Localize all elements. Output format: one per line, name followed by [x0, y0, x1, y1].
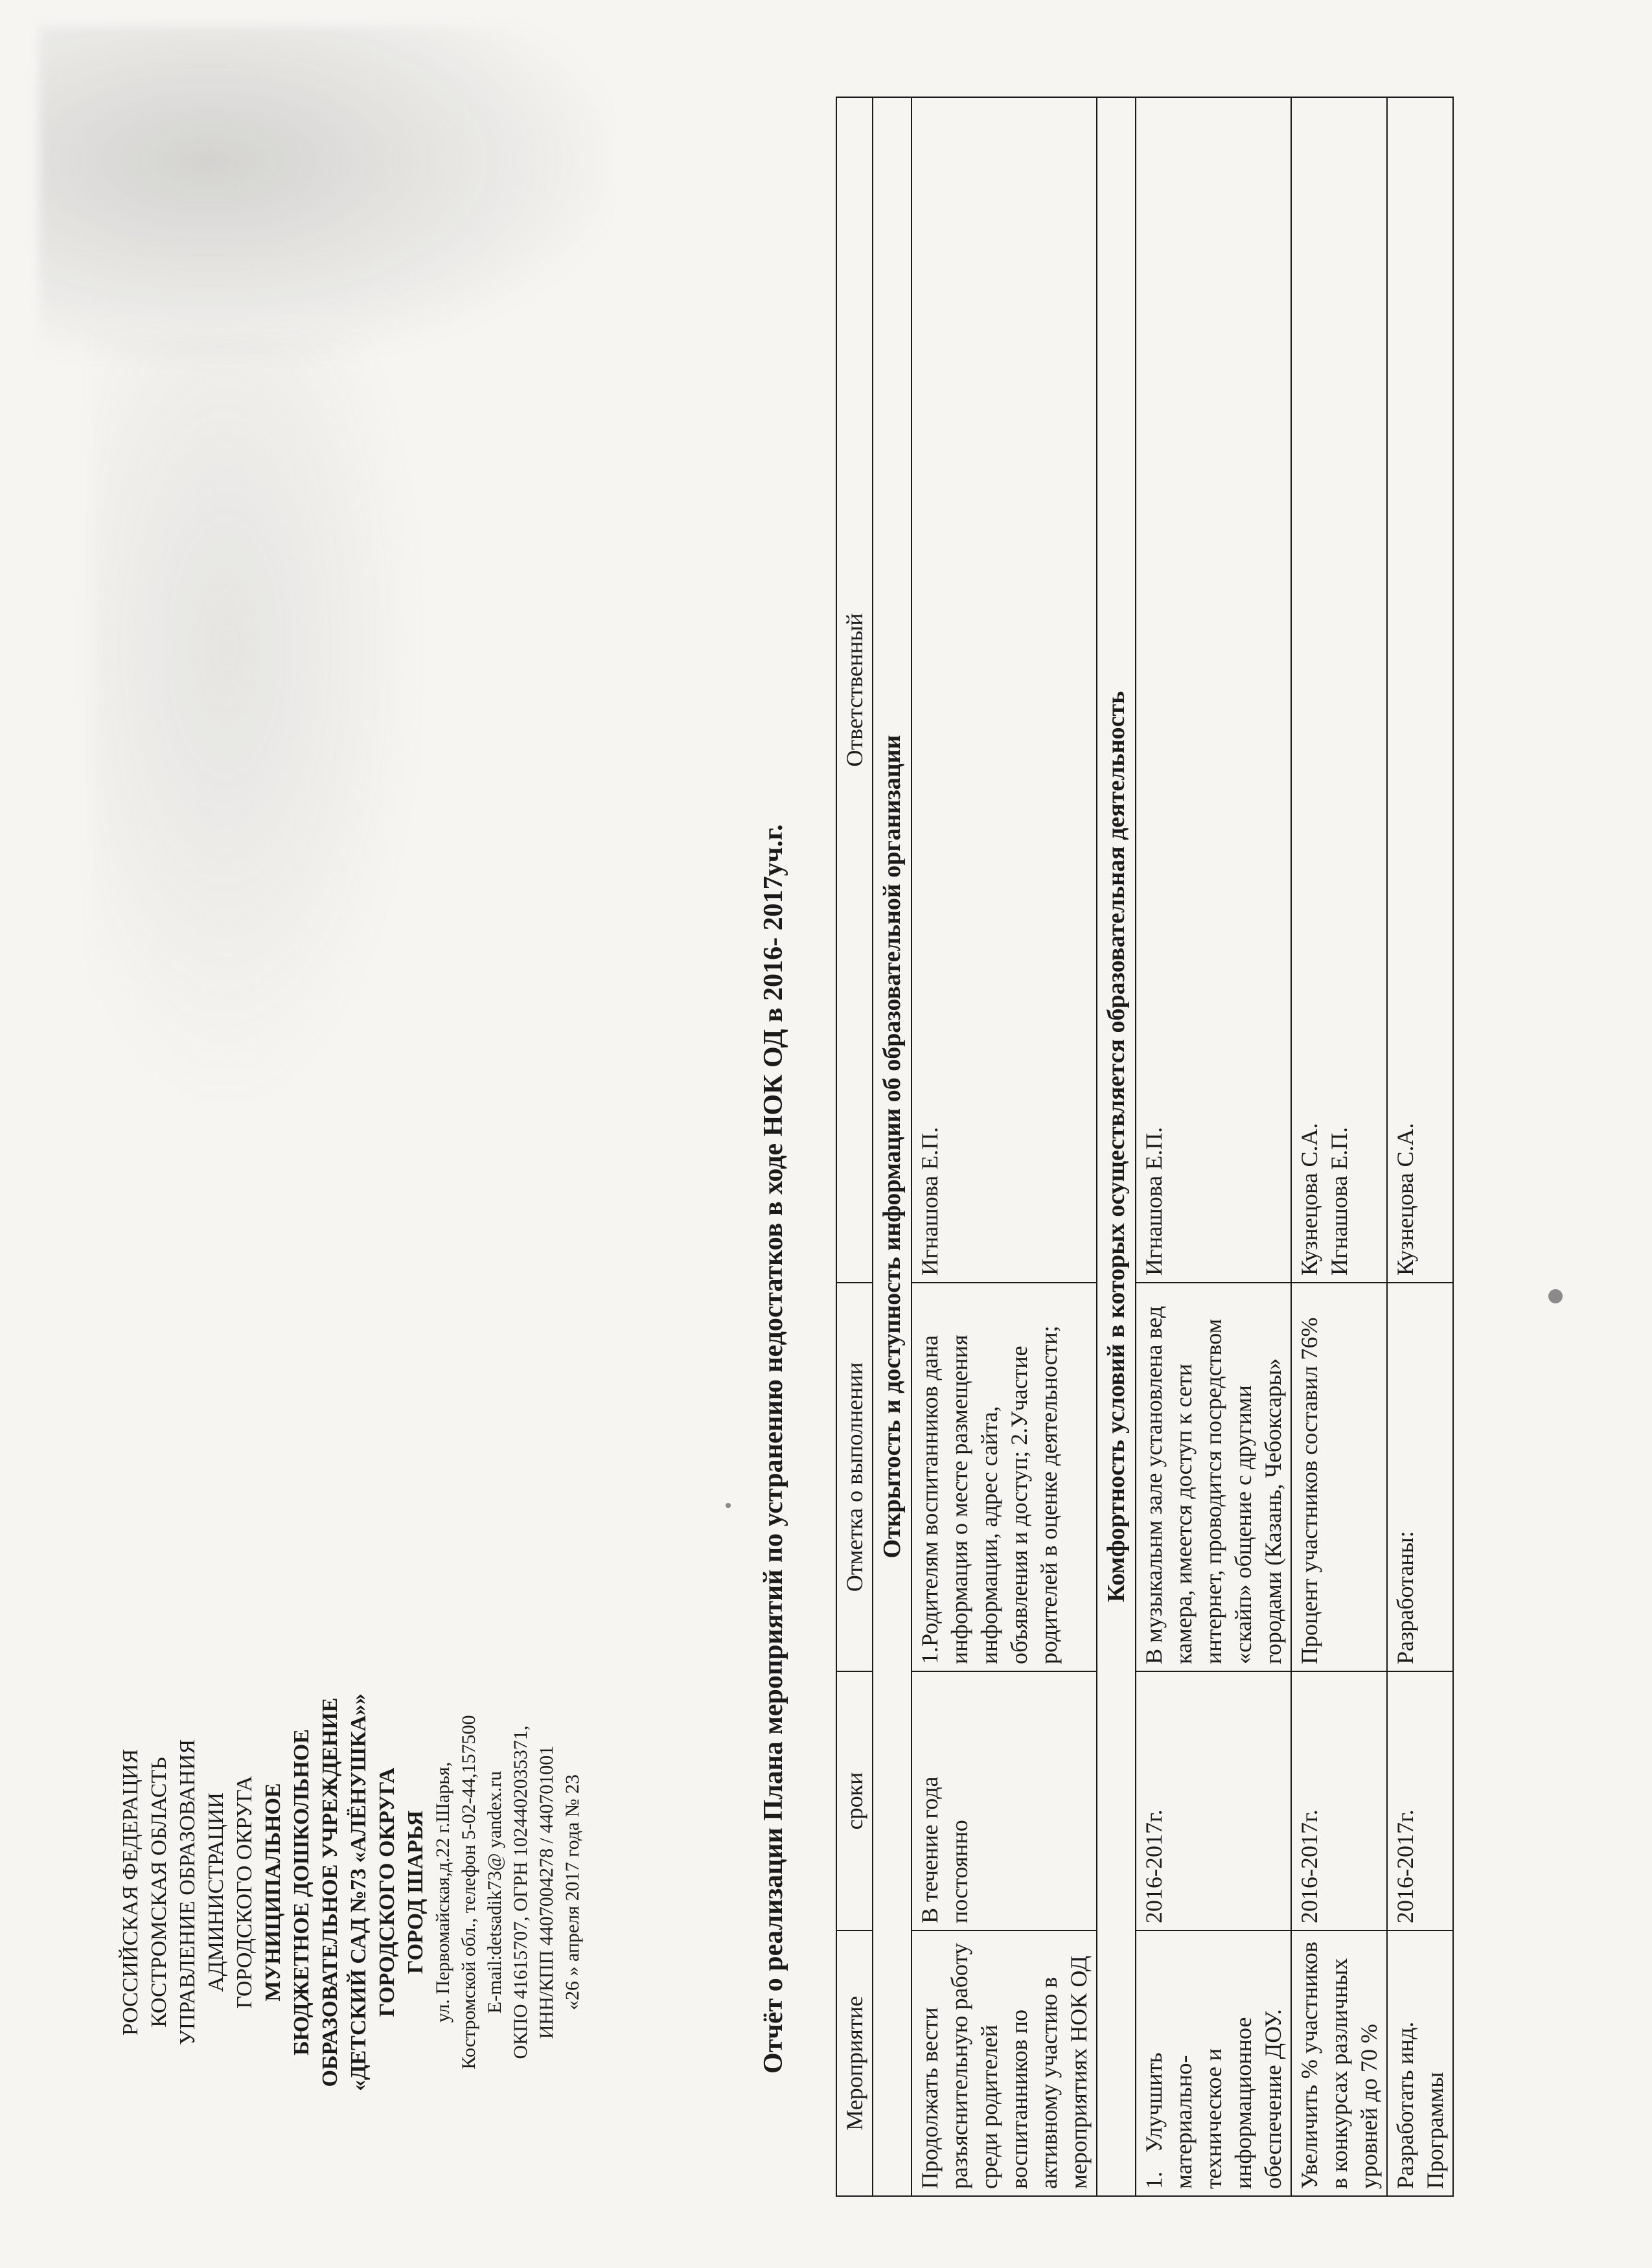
email: E-mail:detsadik73@ yandex.ru — [484, 1770, 505, 2014]
section-heading: Комфортность условий в которых осуществляется образовательная деятельность — [1097, 97, 1136, 2196]
okpo-ogrn: ОКПО 41615707, ОГРН 1024402035371, — [510, 1725, 531, 2059]
cell-responsible: Кузнецова С.А. — [1387, 97, 1453, 1283]
column-header: Мероприятие — [836, 1930, 873, 2196]
cell-event: Увеличить % участников в конкурсах различных уровней до 70 % — [1291, 1930, 1387, 2196]
responsible-name: Кузнецова С.А. — [1296, 1123, 1322, 1276]
report-table — [836, 97, 1454, 2197]
table-row — [1387, 97, 1453, 2196]
section-heading: Открытость и доступность информации об образовательной организации — [873, 97, 912, 2196]
region-phone: Костромской обл., телефон 5-02-44,157500 — [458, 1715, 479, 2070]
cell-mark: Процент участников составил 76% — [1291, 1283, 1387, 1671]
column-header: сроки — [836, 1671, 873, 1930]
cell-term: В течение года постоянно — [912, 1671, 1097, 1930]
event-text: Улучшить материально-техническое и информационное обеспечение ДОУ. — [1141, 2009, 1286, 2189]
letterhead-line: РОССИЙСКАЯ ФЕДЕРАЦИЯ — [119, 1748, 143, 2036]
table-row — [912, 97, 1097, 2196]
letterhead-line: ГОРОДСКОГО ОКРУГА — [233, 1776, 257, 2009]
letterhead-line: «ДЕТСКИЙ САД №73 «АЛЁНУШКА»» — [347, 1693, 371, 2091]
cell-mark: Разработаны: — [1387, 1283, 1453, 1671]
cell-term: 2016-2017г. — [1291, 1671, 1387, 1930]
cell-event: Продолжать вести разъяснительную работу среди родителей воспитанников по активному участию в мероприятиях НОК ОД — [912, 1930, 1097, 2196]
section-row — [873, 97, 912, 2196]
cell-term: 2016-2017г. — [1387, 1671, 1453, 1930]
cell-responsible: Игнашова Е.П. — [1136, 97, 1291, 1283]
cell-term: 2016-2017г. — [1136, 1671, 1291, 1930]
address: ул. Первомайская,д.22 г.Шарья, — [432, 1761, 453, 2023]
cell-mark: 1.Родителям воспитанников дана информация о месте размещения информации, адрес сайта, объявления и доступ; 2.Участие родителей в оценке деятельности; — [912, 1283, 1097, 1671]
letterhead-line: ГОРОДСКОГО ОКРУГА — [375, 1767, 399, 2017]
column-header: Отметка о выполнении — [836, 1283, 873, 1671]
cell-event — [1136, 1930, 1291, 2196]
letterhead-line: УПРАВЛЕНИЕ ОБРАЗОВАНИЯ — [176, 1739, 200, 2046]
cell-event: Разработать инд. Программы — [1387, 1930, 1453, 2196]
letterhead-line: ОБРАЗОВАТЕЛЬНОЕ УЧРЕЖДЕНИЕ — [318, 1697, 342, 2087]
cell-mark: В музыкальнм зале установлена вед камера, имеется доступ к сети интернет, проводится посредством «скайп» общение с другими городами (Казань, Чебоксары» — [1136, 1283, 1291, 1671]
list-number: 1. — [1141, 2171, 1167, 2189]
letterhead-line: АДМИНИСТРАЦИИ — [204, 1793, 228, 1992]
cell-responsible — [1291, 97, 1387, 1283]
letterhead-line: МУНИЦИПАЛЬНОЕ — [261, 1783, 285, 2002]
table-row — [1136, 97, 1291, 2196]
section-row — [1097, 97, 1136, 2196]
letterhead — [117, 1555, 586, 2229]
letterhead-line: БЮДЖЕТНОЕ ДОШКОЛЬНОЕ — [290, 1729, 314, 2056]
date-number: «26 » апреля 2017 года № 23 — [562, 1774, 583, 2010]
document-title: Отчёт о реализации Плана мероприятий по устранению недостатков в ходе НОК ОД в 2016- 2017уч.г. — [759, 824, 788, 2074]
inn-kpp: ИНН/КПП 4407004278 / 440701001 — [536, 1745, 557, 2039]
cell-responsible: Игнашова Е.П. — [912, 97, 1097, 1283]
table-header-row — [836, 97, 873, 2196]
letterhead-line: ГОРОД ШАРЬЯ — [404, 1810, 428, 1975]
column-header: Ответственный — [836, 97, 873, 1283]
responsible-name: Игнашова Е.П. — [1326, 1127, 1352, 1276]
letterhead-line: КОСТРОМСКАЯ ОБЛАСТЬ — [147, 1757, 171, 2028]
table-row — [1291, 97, 1387, 2196]
